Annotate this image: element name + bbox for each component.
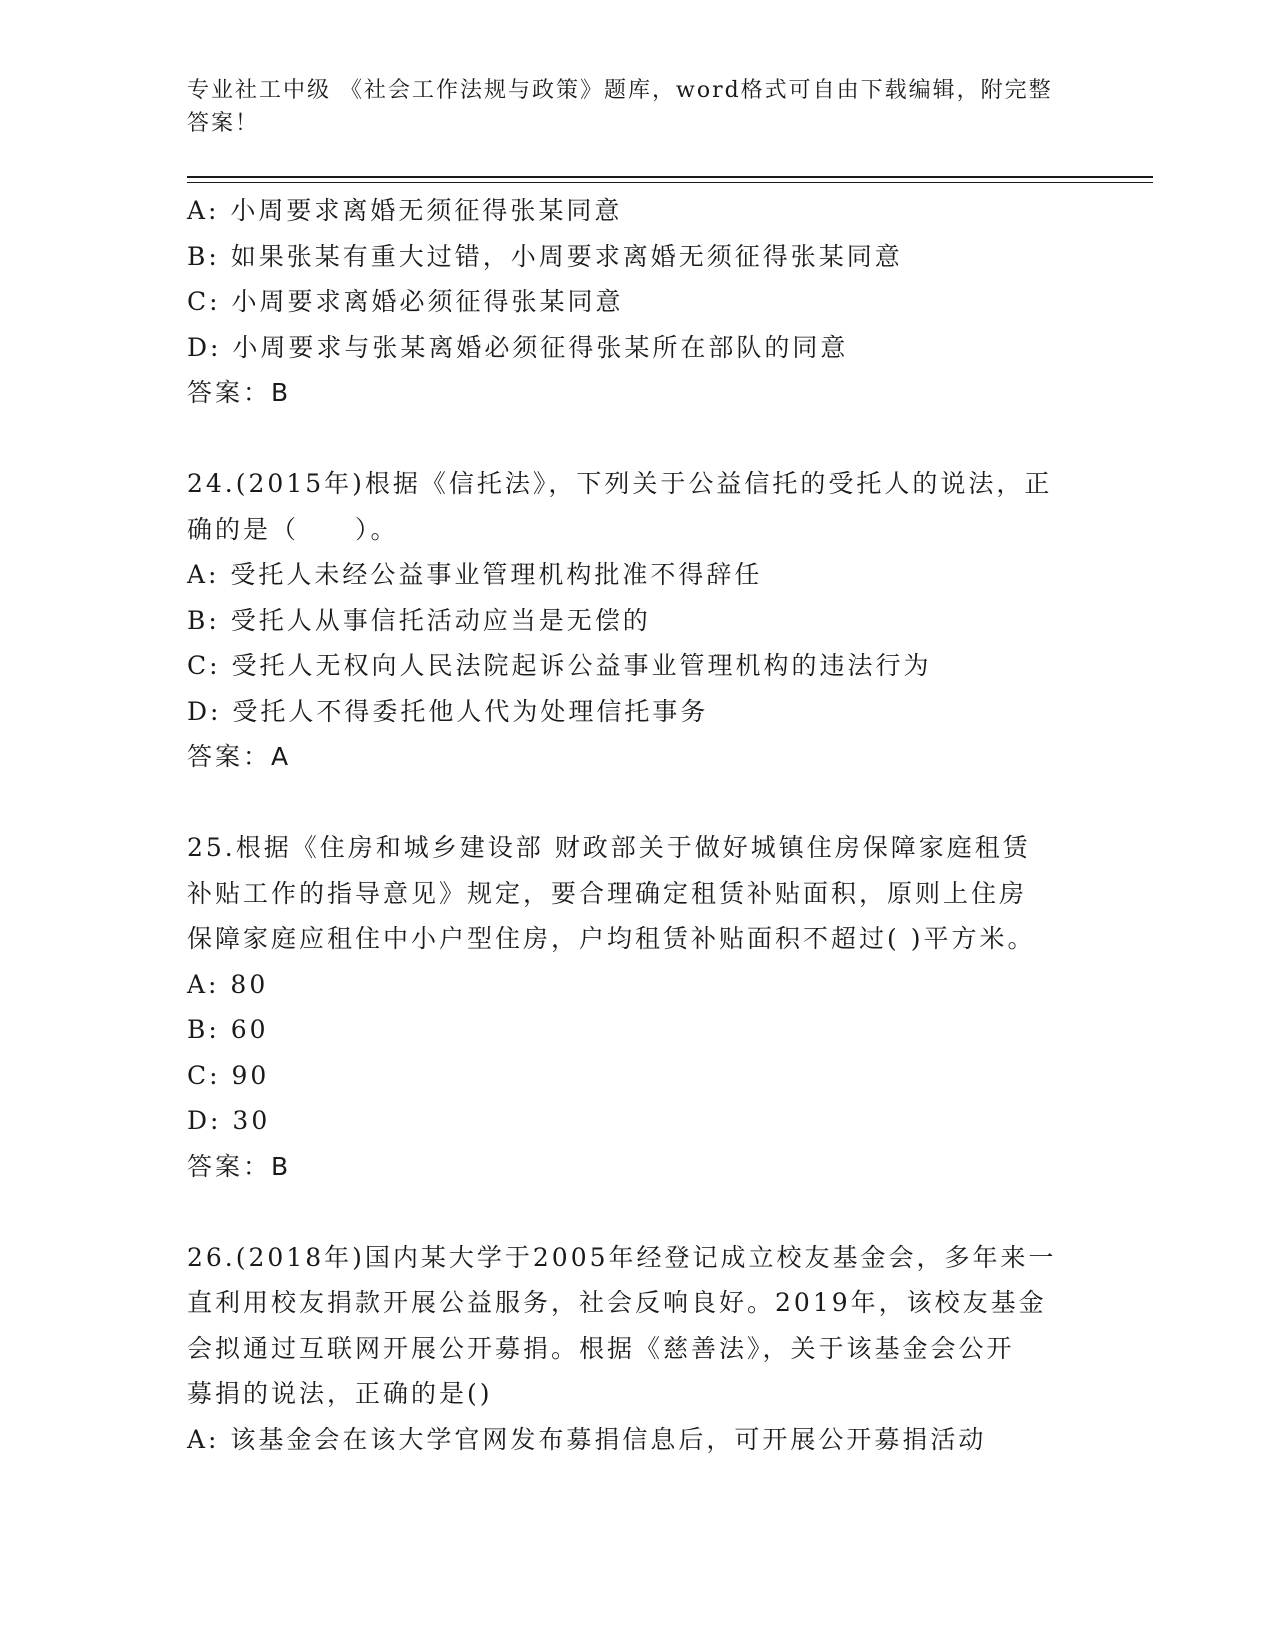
spacer — [187, 1189, 1087, 1235]
question-stem-line: 26.(2018年)国内某大学于2005年经登记成立校友基金会，多年来一 — [187, 1242, 1057, 1272]
question-23 — [187, 188, 1087, 416]
header-line-2: 答案！ — [187, 111, 260, 136]
option-b: B: 60 — [187, 1015, 269, 1044]
option-c: C: 受托人无权向人民法院起诉公益事业管理机构的违法行为 — [187, 651, 932, 680]
option-a: A: 受托人未经公益事业管理机构批准不得辞任 — [187, 560, 763, 589]
option-b: B: 受托人从事信托活动应当是无偿的 — [187, 605, 651, 635]
header-line-1: 专业社工中级 《社会工作法规与政策》题库，word格式可自由下载编辑，附完整 — [187, 78, 1053, 103]
question-stem-line: 补贴工作的指导意见》规定，要合理确定租赁补贴面积，原则上住房 — [187, 878, 1028, 908]
spacer — [187, 780, 1087, 826]
option-d: D: 小周要求与张某离婚必须征得张某所在部队的同意 — [187, 332, 849, 362]
spacer — [187, 416, 1087, 462]
question-stem-line: 保障家庭应租住中小户型住房，户均租赁补贴面积不超过( )平方米。 — [187, 924, 1036, 953]
option-d: D: 受托人不得委托他人代为处理信托事务 — [187, 696, 709, 726]
option-c: C: 小周要求离婚必须征得张某同意 — [187, 287, 624, 316]
answer-line: 答案：B — [187, 1151, 292, 1181]
option-c: C: 90 — [187, 1060, 270, 1090]
answer-line: 答案：B — [187, 378, 292, 407]
question-stem-line: 募捐的说法，正确的是() — [187, 1379, 493, 1408]
option-a: A: 该基金会在该大学官网发布募捐信息后，可开展公开募捐活动 — [187, 1424, 987, 1454]
header-rule-thick — [187, 176, 1153, 178]
option-a: A: 80 — [187, 969, 269, 999]
question-stem-line: 25.根据《住房和城乡建设部 财政部关于做好城镇住房保障家庭租赁 — [187, 833, 1031, 862]
question-stem-line: 直利用校友捐款开展公益服务，社会反响良好。2019年，该校友基金 — [187, 1288, 1047, 1317]
question-26 — [187, 1235, 1087, 1463]
question-24 — [187, 461, 1087, 780]
option-b: B: 如果张某有重大过错，小周要求离婚无须征得张某同意 — [187, 241, 903, 271]
question-stem-line: 确的是（ ）。 — [187, 514, 399, 544]
question-25 — [187, 825, 1087, 1189]
question-content — [187, 188, 1087, 1462]
header-rule-thin — [187, 182, 1153, 183]
document-header — [187, 74, 1077, 140]
question-stem-line: 24.(2015年)根据《信托法》，下列关于公益信托的受托人的说法，正 — [187, 469, 1053, 498]
option-d: D: 30 — [187, 1106, 271, 1135]
option-a: A: 小周要求离婚无须征得张某同意 — [187, 196, 623, 225]
answer-line: 答案：A — [187, 742, 292, 771]
question-stem-line: 会拟通过互联网开展公开募捐。根据《慈善法》，关于该基金会公开 — [187, 1333, 1015, 1363]
